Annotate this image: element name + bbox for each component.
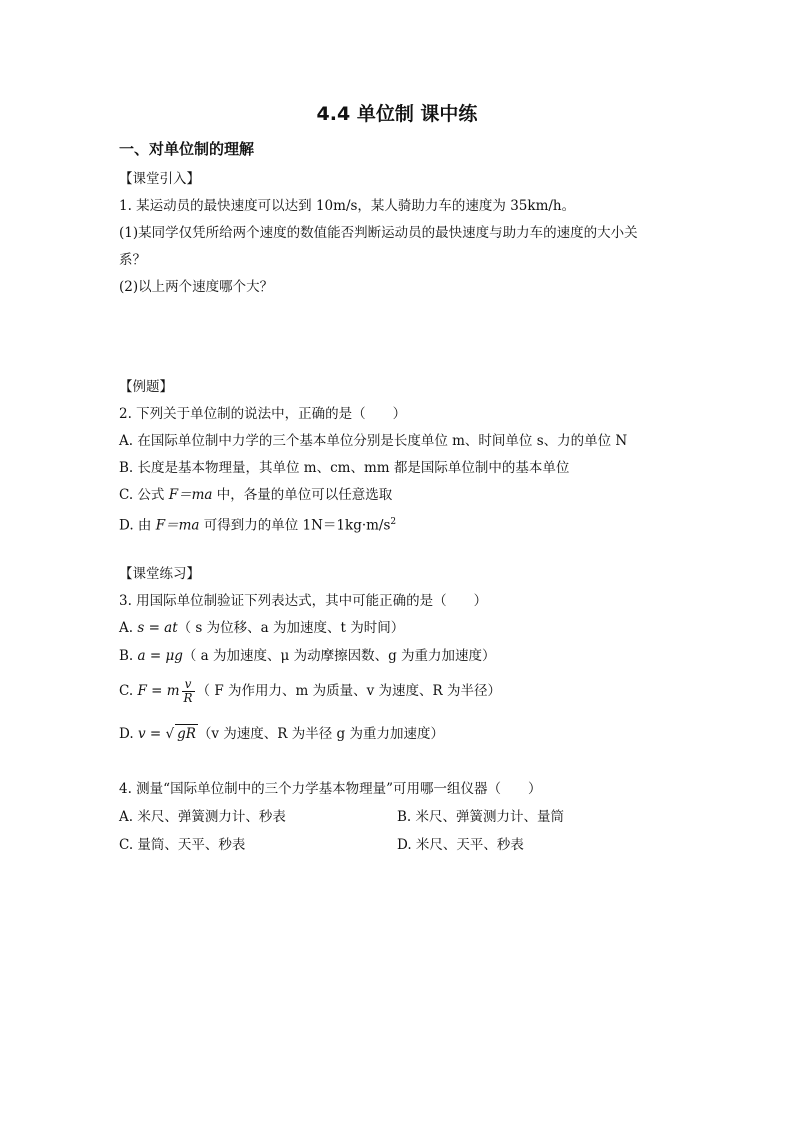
question-1-part-1: (1)某同学仅凭所给两个速度的数值能否判断运动员的最快速度与助力车的速度的大小关	[119, 225, 638, 241]
square-root: gR	[177, 726, 196, 742]
question-2-stem: 2. 下列关于单位制的说法中，正确的是（ ）	[119, 406, 407, 422]
question-3-option-b: B. a = μg（ a 为加速度、μ 为动摩擦因数、g 为重力加速度）	[119, 648, 496, 664]
intro-label: 【课堂引入】	[119, 171, 200, 187]
formula: v = √	[137, 726, 175, 742]
example-label: 【例题】	[119, 379, 173, 395]
formula: F＝ma	[155, 517, 200, 534]
question-3-option-a: A. s = at（ s 为位移、a 为加速度、t 为时间）	[119, 620, 405, 636]
question-3-stem: 3. 用国际单位制验证下列表达式，其中可能正确的是（ ）	[119, 593, 488, 609]
fraction: $\frac{v}{R}$	[183, 677, 193, 705]
question-1-part-1-cont: 系？	[119, 252, 146, 268]
question-2-option-d: D. 由 F＝ma 可得到力的单位 $1N=1kg\cdot m/s^2$	[119, 517, 397, 534]
formula: F = m	[137, 683, 180, 699]
question-2-option-c: C. 公式 F＝ma 中，各量的单位可以任意选取	[119, 487, 393, 503]
formula: a = μg	[137, 648, 183, 664]
question-4-option-d: D. 米尺、天平、秒表	[397, 837, 524, 853]
question-3-option-c: C. F = m $\frac{v}{R}$ （ F 为作用力、m 为质量、v 为速度、R 为半径）	[119, 677, 501, 705]
question-2-option-b: B. 长度是基本物理量，其单位 m、cm、mm 都是国际单位制中的基本单位	[119, 460, 570, 476]
formula: s = at	[137, 620, 178, 636]
question-4-option-c: C. 量筒、天平、秒表	[119, 837, 246, 853]
question-1-part-2: (2)以上两个速度哪个大？	[119, 279, 274, 295]
question-4-option-b: B. 米尺、弹簧测力计、量筒	[397, 809, 565, 825]
question-4-option-a: A. 米尺、弹簧测力计、秒表	[119, 809, 286, 825]
practice-label: 【课堂练习】	[119, 566, 200, 582]
question-2-option-a: A. 在国际单位制中力学的三个基本单位分别是长度单位 m、时间单位 s、力的单位 N	[119, 433, 628, 449]
page-title: 4.4 单位制 课中练	[316, 103, 478, 125]
formula: F＝ma	[168, 487, 213, 503]
question-4-stem: 4. 测量“国际单位制中的三个力学基本物理量”可用哪一组仪器（ ）	[119, 781, 542, 797]
question-3-option-d: D. v = √ gR （v 为速度、R 为半径 g 为重力加速度）	[119, 726, 444, 742]
question-1-stem: 1. 某运动员的最快速度可以达到 10m/s，某人骑助力车的速度为 35km/h。	[119, 198, 576, 214]
section-heading: 一、对单位制的理解	[119, 140, 255, 158]
